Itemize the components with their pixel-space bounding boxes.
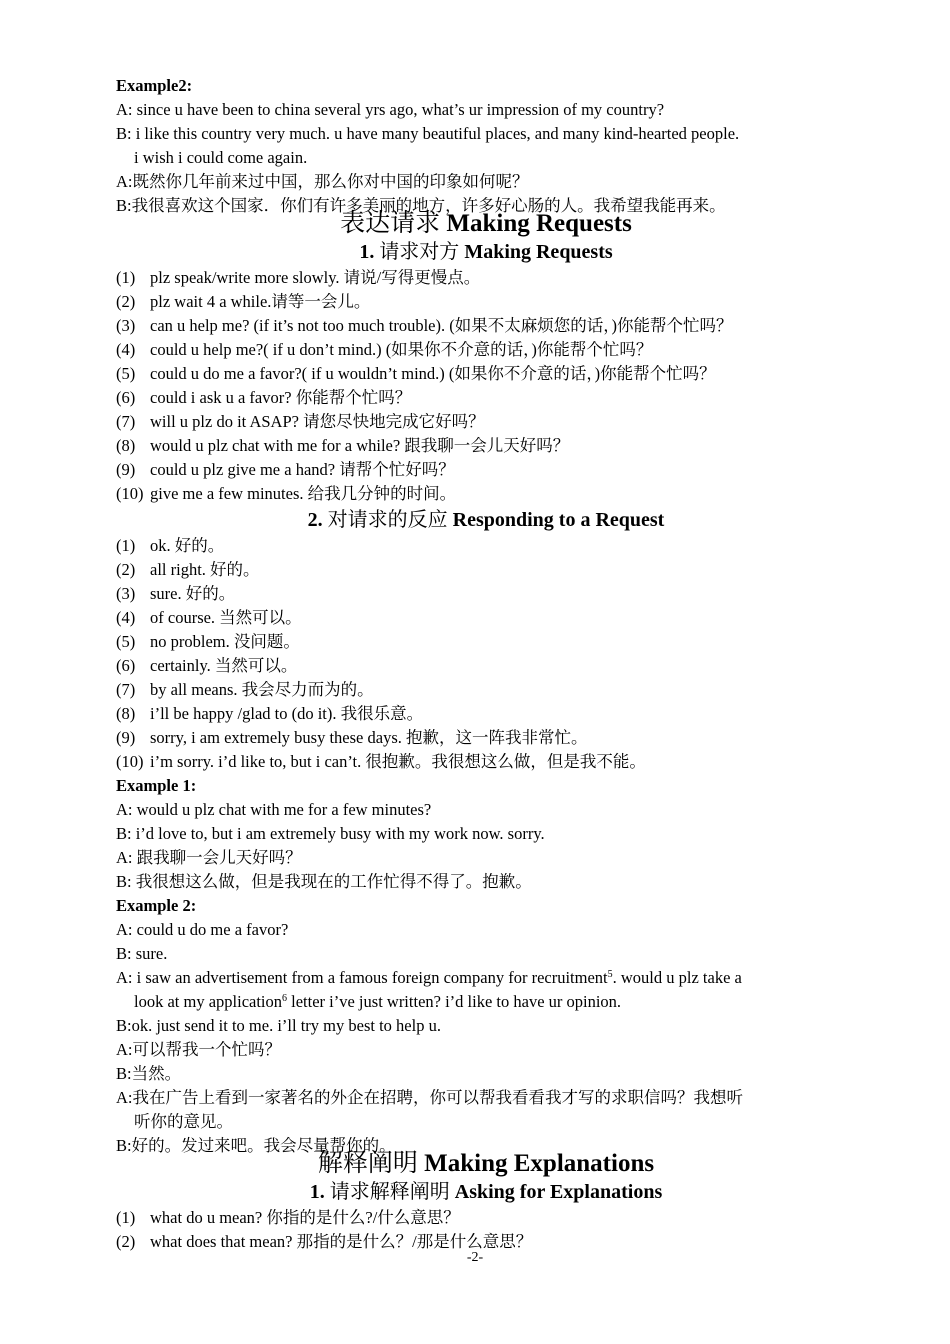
dialogue-line: A:既然你几年前来过中国，那么你对中国的印象如何呢？ <box>116 172 529 191</box>
list-number: (9) <box>116 728 136 747</box>
dialogue-line: A:我在广告上看到一家著名的外企在招聘，你可以帮我看看我才写的求职信吗？我想听 <box>116 1088 743 1107</box>
list-item <box>116 386 856 410</box>
list-number: (1) <box>116 1208 136 1227</box>
list-number: (1) <box>116 268 136 287</box>
list-text: can u help me? (if it’s not too much trouble). (如果不太麻烦您的话，)你能帮个忙吗？ <box>150 316 733 335</box>
list-item <box>116 314 856 338</box>
page-number: -2- <box>466 1250 484 1265</box>
list-number: (4) <box>116 340 136 359</box>
subsection-title <box>116 1178 856 1206</box>
example-heading: Example 2: <box>116 896 197 915</box>
list-number: (6) <box>116 656 136 675</box>
section-title-cn: 解释阐明 <box>317 1150 418 1177</box>
subsection-number: 2. <box>307 509 323 531</box>
list-text: certainly. 当然可以。 <box>150 656 298 675</box>
subsection-number: 1. <box>359 241 375 263</box>
dialogue-line: B: 我很想这么做，但是我现在的工作忙得不得了。抱歉。 <box>116 872 532 891</box>
list-item <box>116 266 856 290</box>
list-number: (8) <box>116 704 136 723</box>
list-text: could u help me?( if u don’t mind.) (如果你不介意的话，)你能帮个忙吗？ <box>150 340 653 359</box>
subsection-title <box>116 238 856 266</box>
subsection-title-cn: 请求解释阐明 <box>329 1181 450 1203</box>
subsection-title-cn: 对请求的反应 <box>327 509 448 531</box>
list-number: (8) <box>116 436 136 455</box>
list-item <box>116 630 856 654</box>
dialogue-line: A:可以帮我一个忙吗？ <box>116 1040 281 1059</box>
list-item <box>116 558 856 582</box>
dialogue-line: A: would u plz chat with me for a few minutes? <box>116 800 432 819</box>
list-text: could u do me a favor?( if u wouldn’t mind.) (如果你不介意的话，)你能帮个忙吗？ <box>150 364 716 383</box>
footnote-marker: 6 <box>282 993 288 1004</box>
dialogue-line: i wish i could come again. <box>134 148 308 167</box>
list-item <box>116 534 856 558</box>
footnote-marker: 5 <box>607 969 613 980</box>
dialogue-line: B:当然。 <box>116 1064 182 1083</box>
list-text: could u plz give me a hand? 请帮个忙好吗？ <box>150 460 455 479</box>
dialogue-line: A: 跟我聊一会儿天好吗？ <box>116 848 302 867</box>
list-item <box>116 458 856 482</box>
dialogue-text: look at my application <box>134 992 283 1011</box>
dialogue-line: B:ok. just send it to me. i’ll try my best to help u. <box>116 1016 441 1035</box>
dialogue-text: . would u plz take a <box>612 968 742 987</box>
list-text: all right. 好的。 <box>150 560 260 579</box>
list-number: (7) <box>116 680 136 699</box>
list-text: ok. 好的。 <box>150 536 225 555</box>
list-item <box>116 410 856 434</box>
list-text: sorry, i am extremely busy these days. 抱歉，这一阵我非常忙。 <box>150 728 588 747</box>
list-text: could i ask u a favor? 你能帮个忙吗？ <box>150 388 412 407</box>
list-number: (9) <box>116 460 136 479</box>
list-item <box>116 678 856 702</box>
list-item <box>116 482 856 506</box>
list-item <box>116 434 856 458</box>
list-item <box>116 338 856 362</box>
list-number: (10) <box>116 484 144 503</box>
list-text: plz wait 4 a while.请等一会儿。 <box>150 292 371 311</box>
list-text: sure. 好的。 <box>150 584 236 603</box>
dialogue-line: B: sure. <box>116 944 168 963</box>
list-number: (7) <box>116 412 136 431</box>
list-item <box>116 582 856 606</box>
list-number: (2) <box>116 560 136 579</box>
list-number: (2) <box>116 1232 136 1251</box>
example-heading: Example2: <box>116 76 193 95</box>
list-number: (3) <box>116 584 136 603</box>
section-title-en: Making Requests <box>446 210 632 237</box>
list-item <box>116 702 856 726</box>
list-text: what does that mean? 那指的是什么？/那是什么意思？ <box>150 1232 533 1251</box>
list-text: give me a few minutes. 给我几分钟的时间。 <box>150 484 457 503</box>
list-text: would u plz chat with me for a while? 跟我聊一会儿天好吗？ <box>150 436 570 455</box>
dialogue-line: A: since u have been to china several yrs ago, what’s ur impression of my country? <box>116 100 665 119</box>
subsection-title <box>116 506 856 534</box>
list-text: of course. 当然可以。 <box>150 608 302 627</box>
section-title-en: Making Explanations <box>424 1150 655 1177</box>
list-item <box>116 290 856 314</box>
dialogue-line: 听你的意见。 <box>134 1112 233 1131</box>
list-text: i’m sorry. i’d like to, but i can’t. 很抱歉。我很想这么做，但是我不能。 <box>150 752 646 771</box>
list-item <box>116 362 856 386</box>
list-number: (2) <box>116 292 136 311</box>
list-item <box>116 726 856 750</box>
subsection-number: 1. <box>309 1181 325 1203</box>
dialogue-line: B:好的。发过来吧。我会尽量帮你的。 <box>116 1136 396 1155</box>
list-text: will u plz do it ASAP? 请您尽快地完成它好吗？ <box>150 412 485 431</box>
dialogue-text: A: i saw an advertisement from a famous foreign company for recruitment <box>116 968 608 987</box>
document-page <box>116 74 856 1254</box>
list-text: i’ll be happy /glad to (do it). 我很乐意。 <box>150 704 424 723</box>
list-number: (5) <box>116 364 136 383</box>
dialogue-line <box>116 990 856 1014</box>
list-number: (3) <box>116 316 136 335</box>
list-text: what do u mean? 你指的是什么?/什么意思？ <box>150 1208 460 1227</box>
dialogue-line: B: i like this country very much. u have many beautiful places, and many kind-hearted people. <box>116 124 740 143</box>
subsection-title-en: Making Requests <box>464 241 613 263</box>
list-item <box>116 654 856 678</box>
dialogue-line: B: i’d love to, but i am extremely busy with my work now. sorry. <box>116 824 545 843</box>
list-item <box>116 750 856 774</box>
list-text: plz speak/write more slowly. 请说/写得更慢点。 <box>150 268 481 287</box>
dialogue-text: letter i’ve just written? i’d like to have ur opinion. <box>287 992 622 1011</box>
list-text: no problem. 没问题。 <box>150 632 300 651</box>
subsection-title-en: Asking for Explanations <box>454 1181 663 1203</box>
dialogue-line <box>116 966 856 990</box>
list-text: by all means. 我会尽力而为的。 <box>150 680 374 699</box>
list-number: (5) <box>116 632 136 651</box>
dialogue-line: B:我很喜欢这个国家．你们有许多美丽的地方，许多好心肠的人。我希望我能再来。 <box>116 196 726 215</box>
list-item <box>116 606 856 630</box>
section-title-cn: 表达请求 <box>340 210 441 237</box>
subsection-title-cn: 请求对方 <box>379 241 460 263</box>
list-number: (6) <box>116 388 136 407</box>
example-heading: Example 1: <box>116 776 197 795</box>
list-item <box>116 1206 856 1230</box>
list-number: (1) <box>116 536 136 555</box>
list-number: (10) <box>116 752 144 771</box>
subsection-title-en: Responding to a Request <box>452 509 665 531</box>
dialogue-line: A: could u do me a favor? <box>116 920 289 939</box>
list-number: (4) <box>116 608 136 627</box>
